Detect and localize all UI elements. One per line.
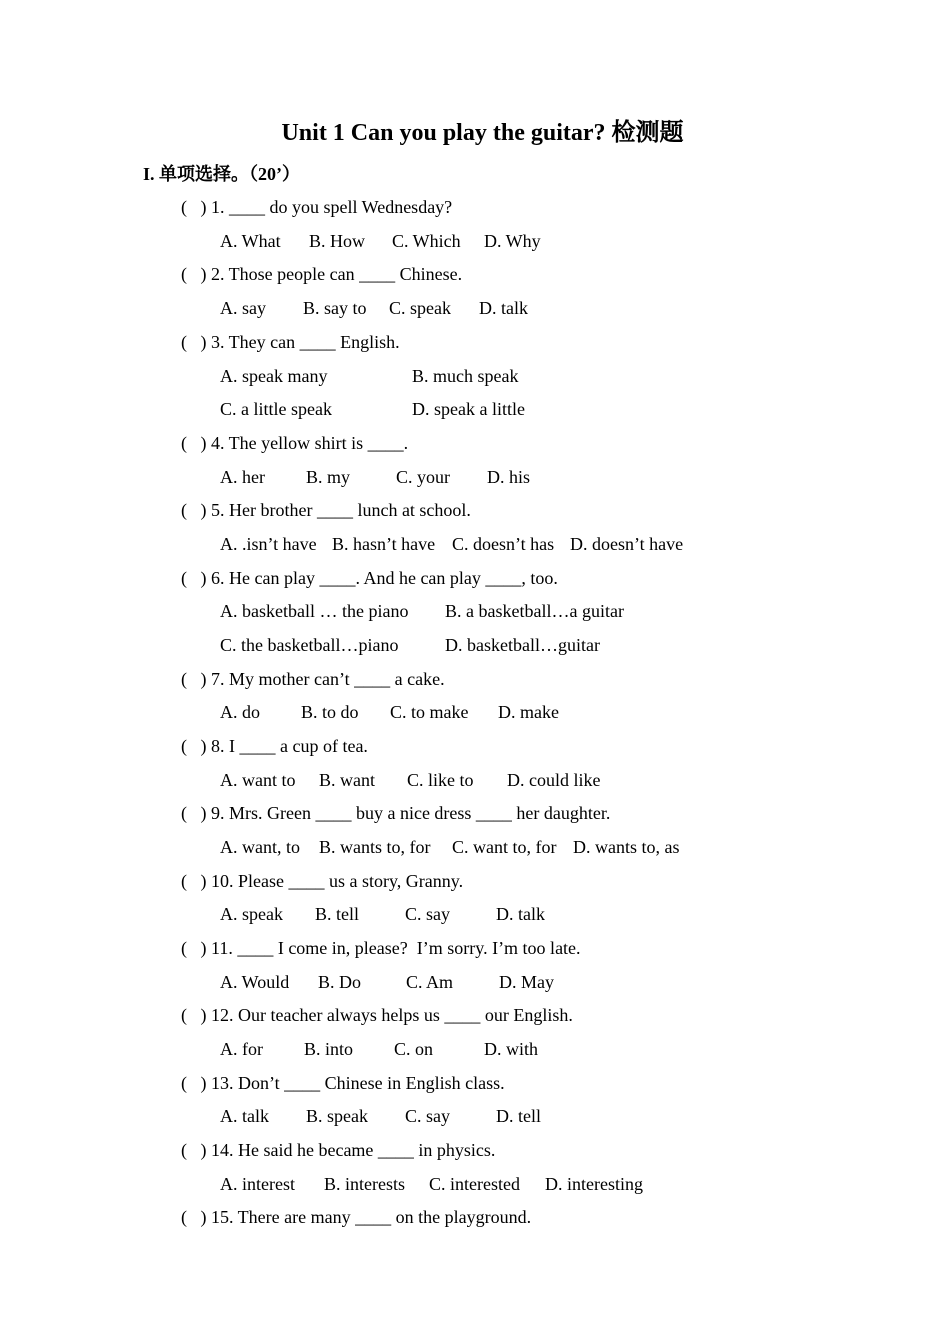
option-c: C. Am [406,972,454,992]
option-d: D. doesn’t have [570,534,684,554]
option-b: B. into [304,1039,354,1059]
option-b: B. tell [315,904,359,924]
option-a: A. for [220,1039,263,1059]
option-d: D. make [498,702,559,722]
option-b: B. my [306,467,351,487]
option-c: C. to make [390,702,469,722]
option-c: C. speak [389,298,451,318]
question-stem: ( ) 14. He said he became ____ in physics. [181,1140,496,1160]
option-c: C. interested [429,1174,520,1194]
option-a: A. do [220,702,260,722]
page-title: Unit 1 Can you play the guitar? 检测题 [281,120,684,146]
option-d: D. speak a little [412,399,525,419]
question-stem: ( ) 7. My mother can’t ____ a cake. [181,669,445,689]
option-c: C. your [396,467,450,487]
option-d: D. interesting [545,1174,643,1194]
option-b: B. a basketball…a guitar [445,601,624,621]
option-a: A. What [220,231,281,251]
question-stem: ( ) 15. There are many ____ on the playground. [181,1207,532,1227]
option-c: C. want to, for [452,837,557,857]
option-d: D. talk [479,298,528,318]
question-stem: ( ) 4. The yellow shirt is ____. [181,433,409,453]
option-a: A. want to [220,770,296,790]
option-c: C. a little speak [220,399,332,419]
option-b: B. say to [303,298,367,318]
option-a: A. want, to [220,837,300,857]
section-heading: I. 单项选择。（20’） [143,164,300,184]
option-d: D. tell [496,1106,541,1126]
option-a: A. talk [220,1106,269,1126]
option-d: D. his [487,467,531,487]
option-a: A. speak [220,904,283,924]
option-d: D. Why [484,231,541,251]
option-b: B. How [309,231,366,251]
option-b: B. interests [324,1174,405,1194]
option-b: B. to do [301,702,359,722]
option-b: B. want [319,770,375,790]
question-stem: ( ) 2. Those people can ____ Chinese. [181,264,463,284]
option-b: B. speak [306,1106,368,1126]
question-stem: ( ) 9. Mrs. Green ____ buy a nice dress ____ her daughter. [181,803,611,823]
option-b: B. hasn’t have [332,534,436,554]
option-b: B. much speak [412,366,519,386]
option-a: A. say [220,298,266,318]
option-c: C. like to [407,770,474,790]
option-d: D. could like [507,770,601,790]
option-a: A. speak many [220,366,328,386]
question-stem: ( ) 12. Our teacher always helps us ____ our English. [181,1005,573,1025]
question-stem: ( ) 3. They can ____ English. [181,332,400,352]
option-d: D. wants to, as [573,837,680,857]
option-c: C. Which [392,231,461,251]
option-d: D. basketball…guitar [445,635,600,655]
option-a: A. Would [220,972,290,992]
question-stem: ( ) 5. Her brother ____ lunch at school. [181,500,471,520]
option-b: B. Do [318,972,362,992]
option-c: C. on [394,1039,434,1059]
option-c: C. doesn’t has [452,534,555,554]
option-b: B. wants to, for [319,837,431,857]
question-stem: ( ) 1. ____ do you spell Wednesday? [181,197,453,217]
option-a: A. her [220,467,265,487]
question-stem: ( ) 8. I ____ a cup of tea. [181,736,368,756]
question-stem: ( ) 6. He can play ____. And he can play ____, too. [181,568,558,588]
option-a: A. interest [220,1174,295,1194]
question-stem: ( ) 13. Don’t ____ Chinese in English class. [181,1073,505,1093]
option-c: C. the basketball…piano [220,635,399,655]
option-c: C. say [405,1106,450,1126]
question-stem: ( ) 10. Please ____ us a story, Granny. [181,871,464,891]
question-stem: ( ) 11. ____ I come in, please? I’m sorry. I’m too late. [181,938,581,958]
option-c: C. say [405,904,450,924]
option-a: A. .isn’t have [220,534,317,554]
option-a: A. basketball … the piano [220,601,409,621]
option-d: D. May [499,972,554,992]
option-d: D. with [484,1039,538,1059]
option-d: D. talk [496,904,545,924]
